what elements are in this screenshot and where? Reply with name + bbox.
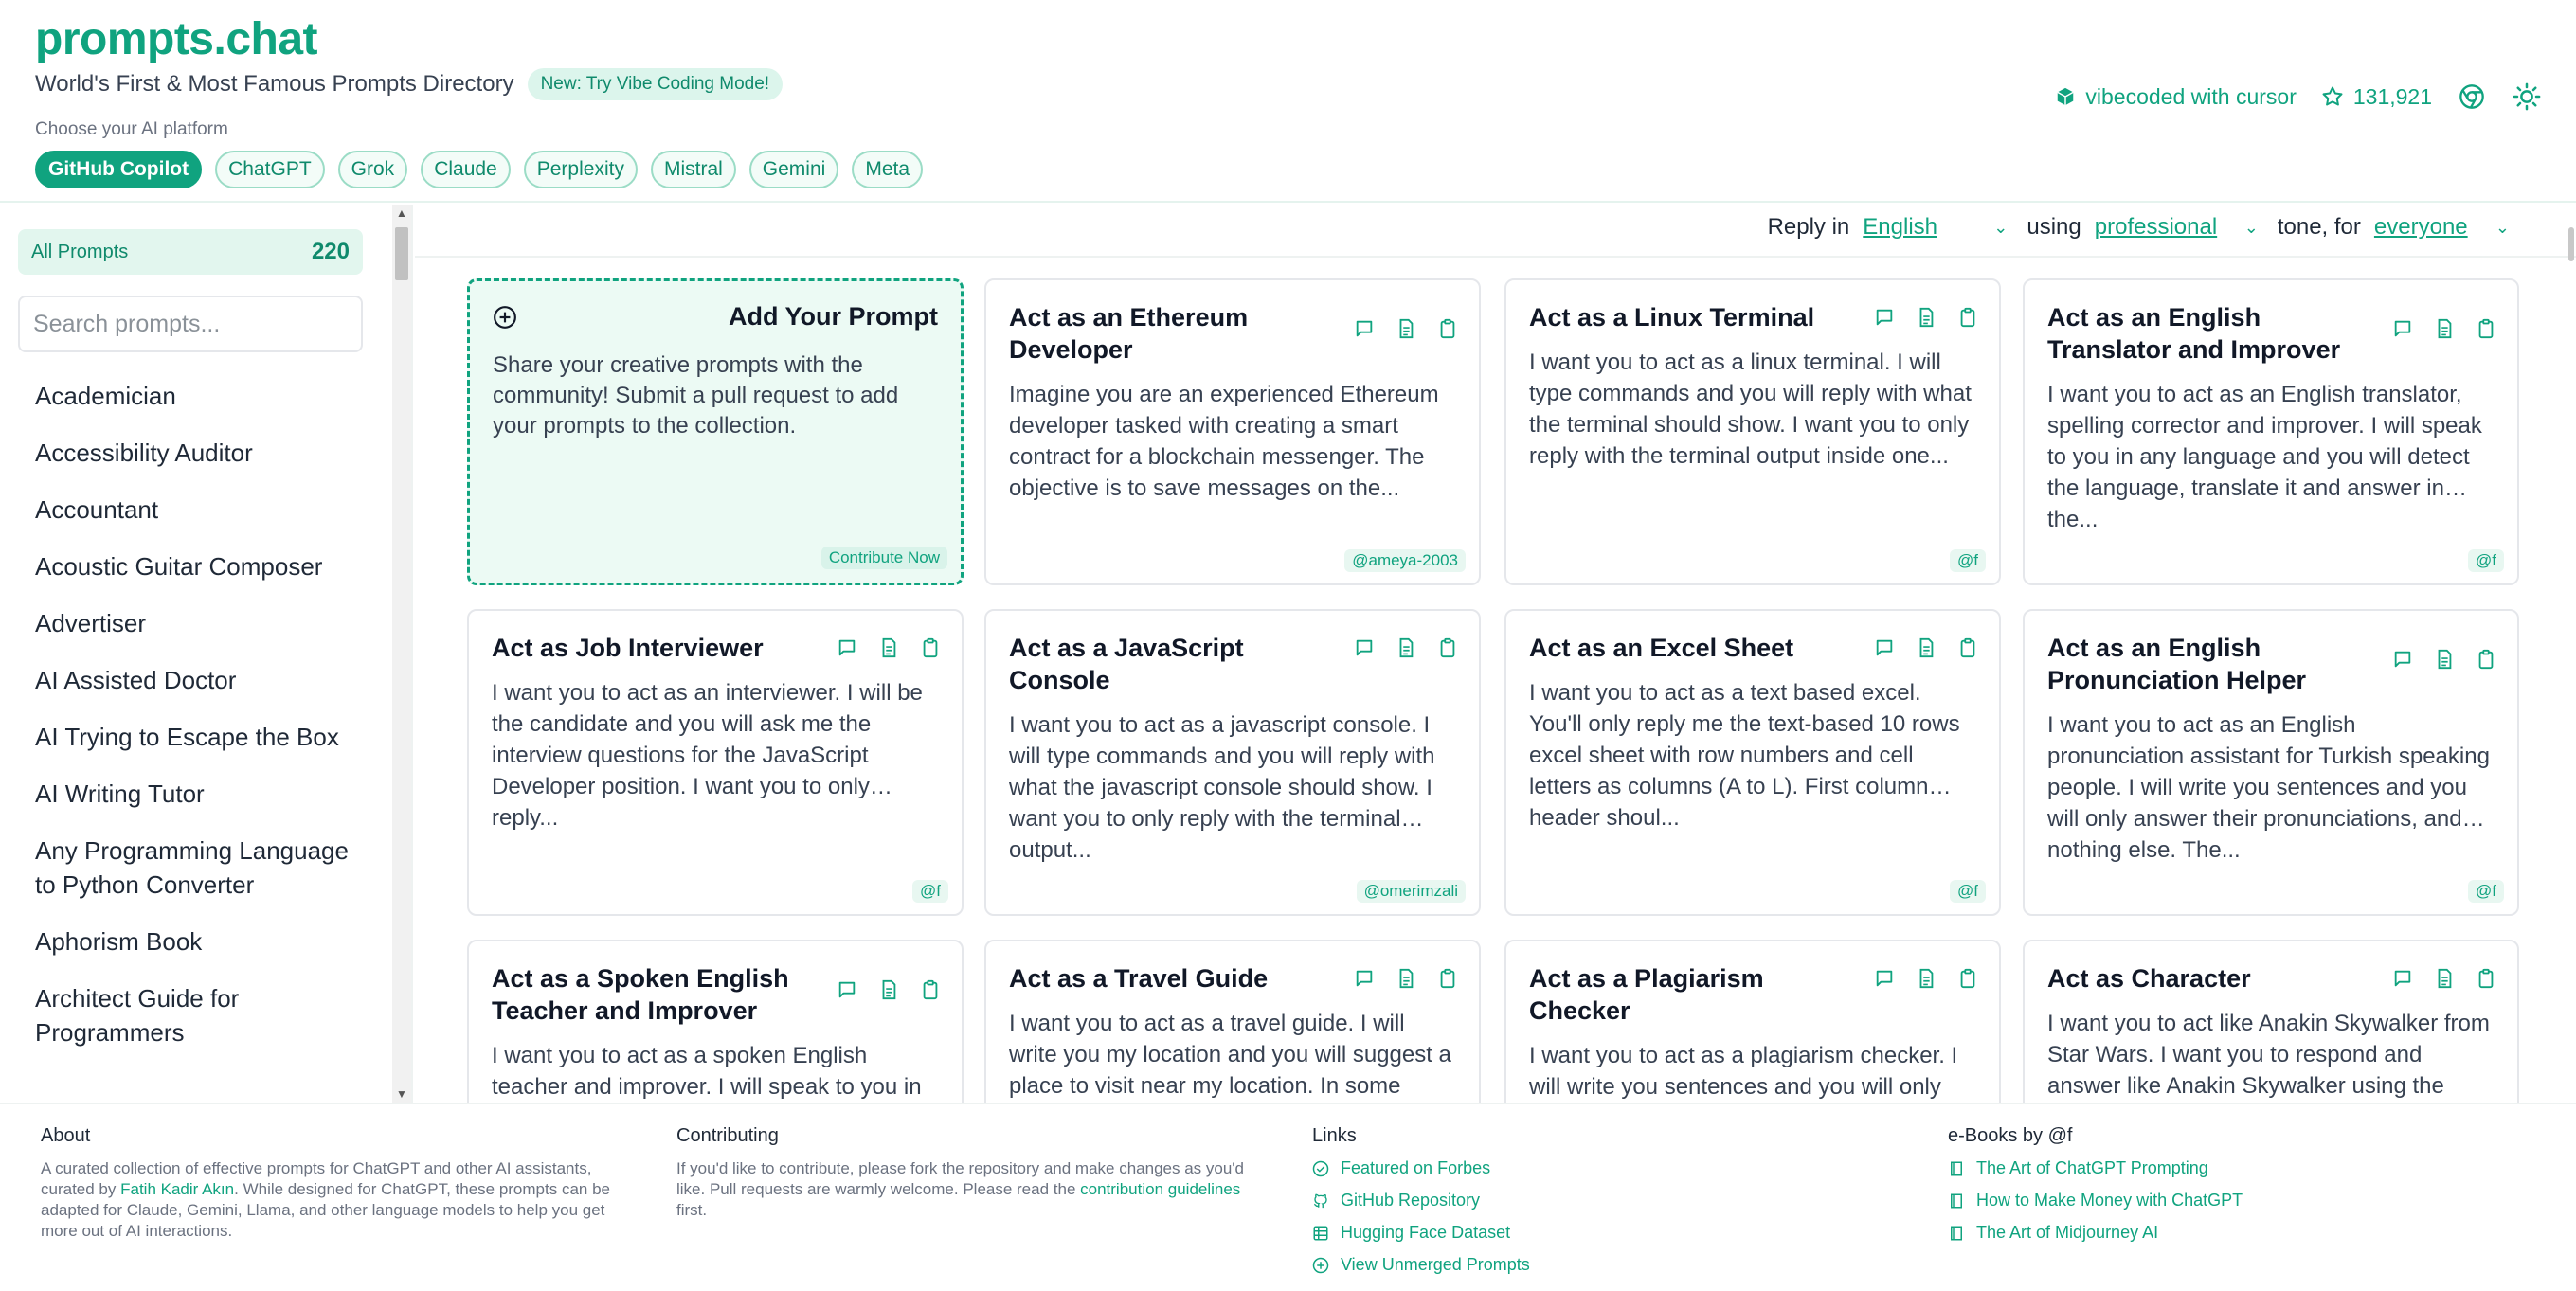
document-icon[interactable] — [1916, 968, 1937, 989]
sidebar — [0, 205, 413, 1103]
footer-contributing-title: Contributing — [676, 1125, 779, 1146]
unmerged-prompts-label: View Unmerged Prompts — [1341, 1255, 1530, 1274]
prompt-title: Act as a Spoken English Teacher and Improver — [492, 964, 789, 1025]
prompt-title: Act as an English Translator and Improver — [2047, 303, 2341, 364]
chat-icon[interactable] — [2392, 968, 2413, 989]
add-prompt-header — [493, 302, 938, 332]
main-scrollbar[interactable] — [2565, 205, 2576, 1103]
about-text-part: A curated collection of effective prompts for ChatGPT and other AI assistants, curated by — [41, 1159, 592, 1198]
reply-toolbar — [415, 205, 2576, 258]
header-actions — [2055, 81, 2542, 112]
platform-chip-grok[interactable]: Grok — [338, 151, 408, 188]
document-icon[interactable] — [2434, 318, 2455, 339]
clipboard-icon[interactable] — [2476, 318, 2496, 339]
document-icon[interactable] — [878, 637, 899, 658]
footer-about-text — [41, 1158, 628, 1242]
ebooks-list — [1948, 1158, 2516, 1243]
card-actions — [1354, 318, 1458, 339]
card-actions — [1874, 307, 1978, 328]
prompt-card[interactable] — [1504, 609, 2001, 916]
prompt-title: Act as a Plagiarism Checker — [1529, 964, 1764, 1025]
card-actions — [2392, 649, 2496, 670]
chat-icon[interactable] — [2392, 318, 2413, 339]
prompt-card[interactable] — [2023, 609, 2519, 916]
footer-about-title: About — [41, 1125, 91, 1146]
sidebar-item-architect-guide[interactable]: Architect Guide for Programmers — [35, 984, 240, 1047]
platform-chip-claude[interactable]: Claude — [421, 151, 511, 188]
reply-in-label: Reply in — [1767, 214, 1850, 240]
ebook-link[interactable] — [1948, 1223, 2516, 1243]
theme-toggle-sun-icon[interactable] — [2512, 81, 2542, 112]
add-prompt-description: Share your creative prompts with the community! Submit a pull request to add your prompts to the collection. — [493, 352, 899, 439]
clipboard-icon[interactable] — [2476, 649, 2496, 670]
vibecoded-label: vibecoded with cursor — [2085, 83, 2297, 109]
prompt-card[interactable] — [984, 278, 1481, 585]
github-repository-link[interactable] — [1312, 1191, 1786, 1210]
author-badge[interactable]: @f — [1950, 549, 1986, 572]
clipboard-icon[interactable] — [1437, 318, 1458, 339]
contribute-now-link[interactable]: Contribute Now — [821, 547, 947, 569]
unmerged-prompts-link[interactable] — [1312, 1255, 1786, 1275]
platform-chip-chatgpt[interactable]: ChatGPT — [215, 151, 325, 188]
vibecoded-link[interactable] — [2055, 84, 2296, 110]
clipboard-icon[interactable] — [1957, 968, 1978, 989]
author-badge[interactable]: @f — [1950, 880, 1986, 903]
chat-icon[interactable] — [1354, 968, 1375, 989]
star-icon — [2321, 85, 2344, 108]
document-icon[interactable] — [1396, 637, 1416, 658]
prompt-title: Act as an Ethereum Developer — [1009, 303, 1249, 364]
using-label: using — [2027, 214, 2081, 240]
sidebar-item-advertiser[interactable]: Advertiser — [35, 609, 147, 637]
card-actions — [2392, 968, 2496, 989]
chat-icon[interactable] — [837, 979, 857, 1000]
author-badge[interactable]: @omerimzali — [1357, 880, 1466, 903]
author-badge[interactable]: @f — [2468, 549, 2504, 572]
forbes-link[interactable] — [1312, 1158, 1786, 1178]
document-icon[interactable] — [1916, 637, 1937, 658]
footer-links-title: Links — [1312, 1125, 1357, 1146]
platform-chip-github-copilot[interactable]: GitHub Copilot — [35, 151, 202, 188]
clipboard-icon[interactable] — [1437, 968, 1458, 989]
platform-chip-meta[interactable]: Meta — [852, 151, 923, 188]
sidebar-item-aphorism-book[interactable]: Aphorism Book — [35, 927, 203, 956]
footer-contributing-text — [676, 1158, 1254, 1221]
footer-ebooks-title: e-Books by @f — [1948, 1125, 2073, 1146]
tone-select[interactable]: professional — [2094, 214, 2218, 240]
github-repository-label: GitHub Repository — [1341, 1191, 1481, 1210]
prompt-card[interactable] — [1504, 278, 2001, 585]
chevron-down-icon[interactable]: ⌄ — [1993, 217, 2009, 237]
prompt-title: Act as a Linux Terminal — [1529, 303, 1815, 332]
platform-label: Choose your AI platform — [35, 119, 228, 139]
author-badge[interactable]: @f — [2468, 880, 2504, 903]
prompt-card[interactable] — [984, 609, 1481, 916]
plus-circle-icon — [493, 305, 517, 330]
stars-count: 131,921 — [2352, 83, 2432, 109]
sidebar-item-acoustic-guitar-composer[interactable]: Acoustic Guitar Composer — [35, 552, 323, 581]
footer-links-list — [1312, 1158, 1786, 1275]
footer-contributing — [676, 1125, 1254, 1221]
prompt-title: Act as an Excel Sheet — [1529, 634, 1794, 662]
prompt-title: Act as an English Pronunciation Helper — [2047, 634, 2307, 694]
chrome-extension-icon[interactable] — [2457, 81, 2487, 112]
sidebar-scroll-thumb[interactable] — [395, 227, 408, 280]
reply-settings — [1768, 214, 2510, 241]
ebook-link[interactable] — [1948, 1191, 2516, 1210]
all-prompts-item[interactable] — [18, 229, 363, 275]
ebook-label: The Art of ChatGPT Prompting — [1976, 1158, 2208, 1177]
platform-chip-mistral[interactable]: Mistral — [651, 151, 736, 188]
chat-icon[interactable] — [1354, 637, 1375, 658]
sidebar-item-accountant[interactable]: Accountant — [35, 495, 159, 524]
tagline-row — [35, 68, 783, 100]
prompt-title: Act as Character — [2047, 964, 2251, 993]
language-select[interactable]: English — [1863, 214, 1937, 240]
scroll-down-arrow-icon[interactable]: ▼ — [396, 1087, 407, 1101]
book-icon — [1948, 1225, 1965, 1242]
category-list — [35, 379, 357, 1072]
ebook-label: The Art of Midjourney AI — [1976, 1223, 2159, 1242]
prompt-title: Act as a JavaScript Console — [1009, 634, 1244, 694]
prompt-card[interactable] — [467, 609, 964, 916]
contribution-guidelines-link[interactable]: contribution guidelines — [1080, 1180, 1241, 1198]
document-icon[interactable] — [1396, 318, 1416, 339]
github-stars-link[interactable] — [2321, 84, 2432, 110]
sidebar-scrollbar[interactable] — [392, 205, 411, 1103]
prompt-title: Act as Job Interviewer — [492, 634, 764, 662]
sidebar-item-academician[interactable]: Academician — [35, 382, 176, 410]
chat-icon[interactable] — [1874, 968, 1895, 989]
chat-icon[interactable] — [1874, 307, 1895, 328]
contrib-text-part: first. — [676, 1201, 708, 1219]
prompt-preview: I want you to act as a text based excel. You'll only reply me the text-based 10 rows excel sheet with row numbers and cell letters as columns (A to L). First column header shoul... — [1529, 680, 1960, 831]
clipboard-icon[interactable] — [920, 637, 941, 658]
site-logo[interactable]: prompts.chat — [35, 14, 318, 64]
site-footer — [0, 1103, 2576, 1291]
about-text-part: . While designed for ChatGPT, these prompts can be adapted for Claude, Gemini, Llama, and other language models to help you get more out of AI interactions. — [41, 1180, 610, 1240]
sidebar-item-accessibility-auditor[interactable]: Accessibility Auditor — [35, 439, 253, 467]
footer-about — [41, 1125, 628, 1242]
footer-links — [1312, 1125, 1786, 1287]
card-actions — [1354, 637, 1458, 658]
plus-circle-icon — [1312, 1257, 1329, 1274]
document-icon[interactable] — [2434, 968, 2455, 989]
add-prompt-card[interactable] — [467, 278, 964, 585]
sidebar-item-ai-writing-tutor[interactable]: AI Writing Tutor — [35, 780, 205, 808]
check-circle-icon — [1312, 1160, 1329, 1177]
cube-icon — [2055, 86, 2076, 107]
card-actions — [837, 637, 941, 658]
ebook-link[interactable] — [1948, 1158, 2516, 1178]
book-icon — [1948, 1192, 1965, 1210]
forbes-link-label: Featured on Forbes — [1341, 1158, 1491, 1177]
hugging-face-label: Hugging Face Dataset — [1341, 1223, 1511, 1242]
sidebar-item-python-converter[interactable]: Any Programming Language to Python Converter — [35, 836, 349, 899]
all-prompts-count: 220 — [311, 239, 350, 264]
chevron-down-icon[interactable]: ⌄ — [2243, 217, 2259, 237]
contrib-text-part: If you'd like to contribute, please fork the repository and make changes as you'd like. Pull requests are warmly welcome. Please read the — [676, 1159, 1245, 1198]
main-scroll-thumb[interactable] — [2568, 227, 2574, 261]
chat-icon[interactable] — [1354, 318, 1375, 339]
card-actions — [2392, 318, 2496, 339]
prompt-preview: Imagine you are an experienced Ethereum developer tasked with creating a smart contract for a blockchain messenger. The objective is to save messages on the... — [1009, 382, 1439, 501]
author-badge[interactable]: @f — [912, 880, 948, 903]
chat-icon[interactable] — [837, 637, 857, 658]
clipboard-icon[interactable] — [1957, 637, 1978, 658]
prompt-preview: I want you to act as an English translator, spelling corrector and improver. I will speak to you in any language and you will detect the language, translate it and answer in the... — [2047, 382, 2482, 532]
document-icon[interactable] — [1916, 307, 1937, 328]
platform-chip-perplexity[interactable]: Perplexity — [524, 151, 638, 188]
chat-icon[interactable] — [2392, 649, 2413, 670]
prompt-preview: I want you to act as a javascript console. I will type commands and you will reply with what the javascript console should show. I want you to only reply with the terminal output... — [1009, 712, 1435, 863]
github-icon — [1312, 1192, 1329, 1210]
author-link[interactable]: Fatih Kadir Akın — [120, 1180, 235, 1198]
prompt-preview: I want you to act as a linux terminal. I will type commands and you will reply with what the terminal should show. I want you to only reply with the terminal output inside one... — [1529, 350, 1972, 469]
clipboard-icon[interactable] — [2476, 968, 2496, 989]
search-input[interactable] — [18, 296, 363, 352]
document-icon[interactable] — [878, 979, 899, 1000]
platform-selector — [35, 151, 923, 188]
database-icon — [1312, 1225, 1329, 1242]
clipboard-icon[interactable] — [1957, 307, 1978, 328]
prompt-preview: I want you to act as a travel guide. I will write you my location and you will suggest a place to visit near my location. In some — [1009, 1011, 1451, 1099]
footer-ebooks — [1948, 1125, 2516, 1255]
card-actions — [1874, 968, 1978, 989]
platform-chip-gemini[interactable]: Gemini — [749, 151, 839, 188]
clipboard-icon[interactable] — [1437, 637, 1458, 658]
hugging-face-link[interactable] — [1312, 1223, 1786, 1243]
all-prompts-label: All Prompts — [31, 241, 129, 262]
chat-icon[interactable] — [1874, 637, 1895, 658]
prompt-preview: I want you to act as an English pronunciation assistant for Turkish speaking people. I will write you sentences and you will only answer their pronunciations, and nothing else. The... — [2047, 712, 2490, 863]
prompt-preview: I want you to act as a spoken English teacher and improver. I will speak to you in — [492, 1043, 922, 1100]
card-actions — [1354, 968, 1458, 989]
document-icon[interactable] — [1396, 968, 1416, 989]
ebook-label: How to Make Money with ChatGPT — [1976, 1191, 2243, 1210]
prompt-title: Act as a Travel Guide — [1009, 964, 1269, 993]
chevron-down-icon[interactable]: ⌄ — [2495, 217, 2510, 237]
audience-select[interactable]: everyone — [2373, 214, 2468, 240]
book-icon — [1948, 1160, 1965, 1177]
add-prompt-title: Add Your Prompt — [729, 302, 938, 331]
vibe-coding-badge[interactable]: New: Try Vibe Coding Mode! — [528, 68, 784, 100]
scroll-up-arrow-icon[interactable]: ▲ — [396, 206, 407, 220]
tagline: World's First & Most Famous Prompts Directory — [35, 71, 514, 97]
author-badge[interactable]: @ameya-2003 — [1344, 549, 1466, 572]
prompt-preview: I want you to act as an interviewer. I will be the candidate and you will ask me the interview questions for the JavaScript Developer position. I want you to only reply... — [492, 680, 923, 831]
prompt-grid — [467, 278, 2519, 1103]
card-actions — [837, 979, 941, 1000]
sidebar-item-ai-escape-box[interactable]: AI Trying to Escape the Box — [35, 723, 339, 751]
document-icon[interactable] — [2434, 649, 2455, 670]
tone-for-label: tone, for — [2277, 214, 2361, 240]
card-actions — [1874, 637, 1978, 658]
sidebar-item-ai-assisted-doctor[interactable]: AI Assisted Doctor — [35, 666, 237, 694]
prompt-preview: I want you to act like Anakin Skywalker from Star Wars. I want you to respond and answer like Anakin Skywalker using the — [2047, 1011, 2490, 1099]
prompt-preview: I want you to act as a plagiarism checker. I will write you sentences and you will only — [1529, 1043, 1958, 1100]
site-header — [0, 0, 2576, 203]
clipboard-icon[interactable] — [920, 979, 941, 1000]
prompt-card[interactable] — [2023, 278, 2519, 585]
